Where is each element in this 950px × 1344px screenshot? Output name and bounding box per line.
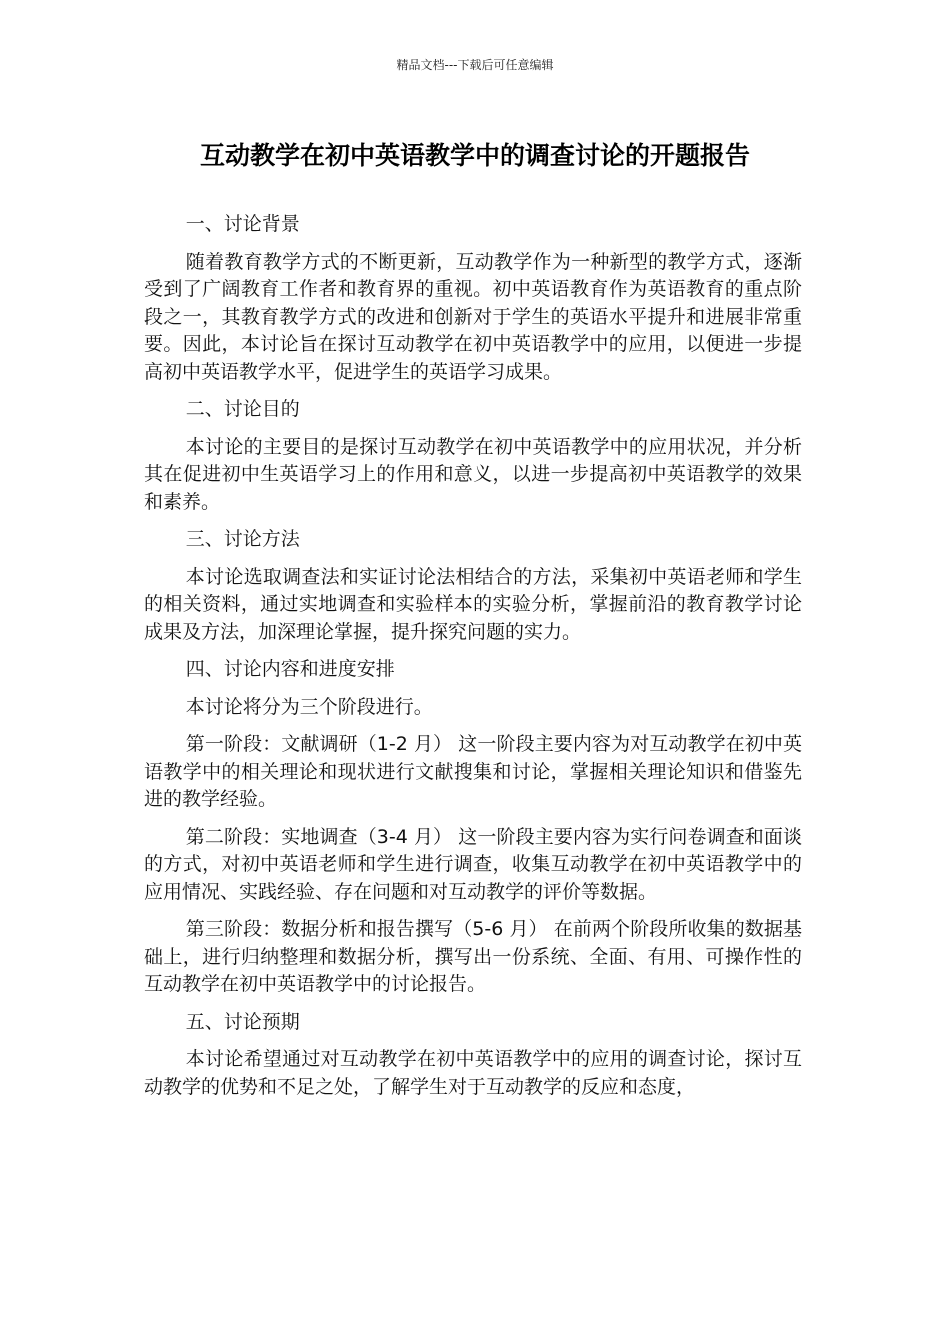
paragraph: 本讨论选取调查法和实证讨论法相结合的方法，采集初中英语老师和学生的相关资料，通过实地调查和实验样本的实验分析，掌握前沿的教育教学讨论成果及方法，加深理论掌握，提升探究问题的实力。 xyxy=(144,565,802,643)
document-title: 互动教学在初中英语教学中的调查讨论的开题报告 xyxy=(199,141,750,170)
document-body xyxy=(144,211,802,1111)
paragraph-stage-2: 第二阶段：实地调查（3-4 月） 这一阶段主要内容为实行问卷调查和面谈的方式，对初中英语老师和学生进行调查，收集互动教学在初中英语教学中的应用情况、实践经验、存在问题和对互动教学的评价等数据。 xyxy=(144,825,802,903)
section-heading-expectation: 五、讨论预期 xyxy=(185,1010,300,1033)
section-heading-content-schedule: 四、讨论内容和进度安排 xyxy=(185,658,395,680)
paragraph-stage-3: 第三阶段：数据分析和报告撰写（5-6 月） 在前两个阶段所收集的数据基础上，进行归纳整理和数据分析，撰写出一份系统、全面、有用、可操作性的互动教学在初中英语教学中的讨论报告。 xyxy=(144,918,802,995)
paragraph: 本讨论希望通过对互动教学在初中英语教学中的应用的调查讨论，探讨互动教学的优势和不足之处，了解学生对于互动教学的反应和态度， xyxy=(144,1048,802,1098)
paragraph: 随着教育教学方式的不断更新，互动教学作为一种新型的教学方式，逐渐受到了广阔教育工作者和教育界的重视。初中英语教育作为英语教育的重点阶段之一，其教育教学方式的改进和创新对于学生的英语水平提升和进展非常重要。因此，本讨论旨在探讨互动教学在初中英语教学中的应用，以便进一步提高初中英语教学水平，促进学生的英语学习成果。 xyxy=(144,250,802,383)
section-heading-background: 一、讨论背景 xyxy=(185,213,300,235)
paragraph: 本讨论将分为三个阶段进行。 xyxy=(185,695,433,718)
section-heading-method: 三、讨论方法 xyxy=(185,528,300,550)
page-header-note: 精品文档---下载后可任意编辑 xyxy=(396,58,554,72)
section-heading-purpose: 二、讨论目的 xyxy=(185,398,300,420)
paragraph: 本讨论的主要目的是探讨互动教学在初中英语教学中的应用状况，并分析其在促进初中生英语学习上的作用和意义，以进一步提高初中英语教学的效果和素养。 xyxy=(144,435,802,513)
paragraph-stage-1: 第一阶段：文献调研（1-2 月） 这一阶段主要内容为对互动教学在初中英语教学中的相关理论和现状进行文献搜集和讨论，掌握相关理论知识和借鉴先进的教学经验。 xyxy=(144,733,802,810)
